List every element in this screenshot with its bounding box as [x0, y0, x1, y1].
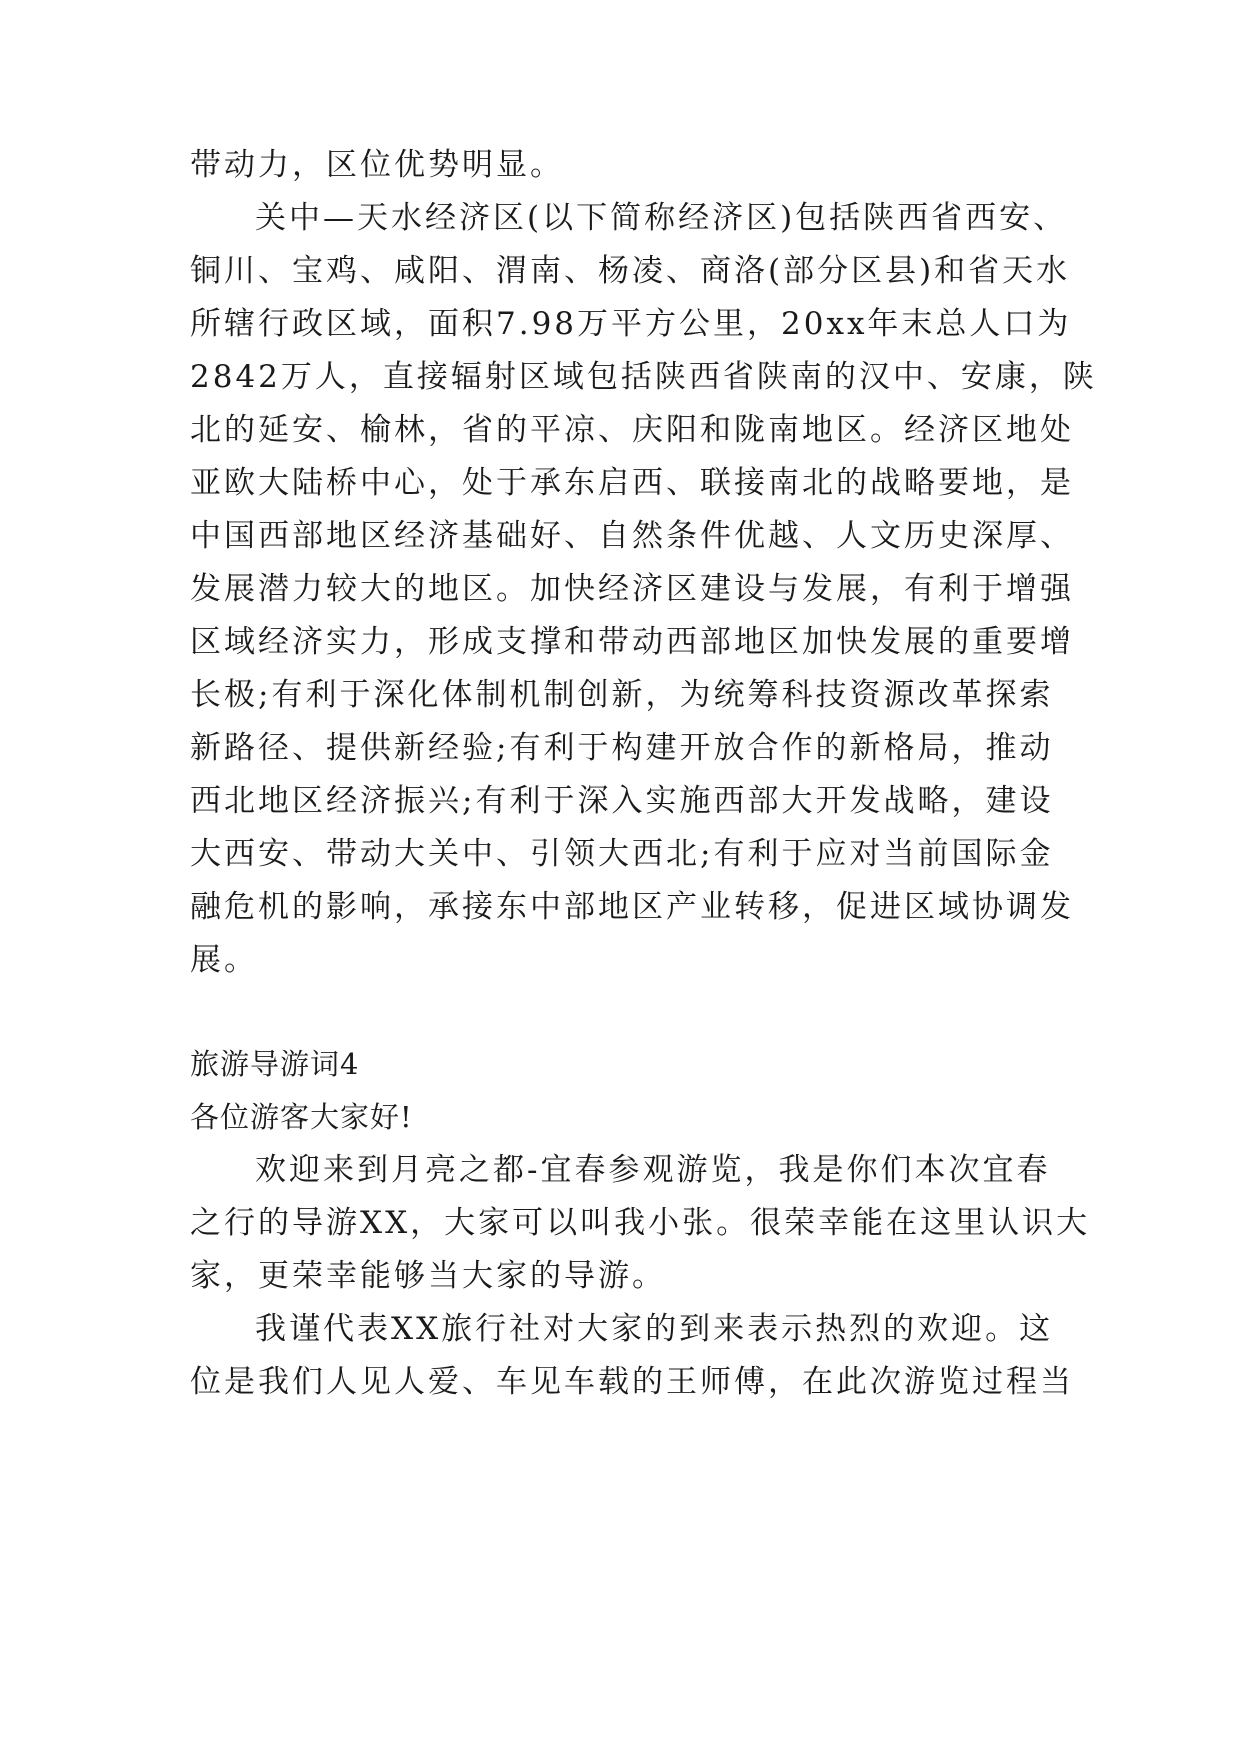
- paragraph-line: 2842万人，直接辐射区域包括陕西省陕南的汉中、安康，陕: [190, 359, 1097, 395]
- paragraph-line: 大西安、带动大关中、引领大西北;有利于应对当前国际金: [190, 836, 1054, 872]
- paragraph-line: 中国西部地区经济基础好、自然条件优越、人文历史深厚、: [190, 518, 1074, 554]
- paragraph-line: 之行的导游XX，大家可以叫我小张。很荣幸能在这里认识大: [190, 1205, 1091, 1241]
- paragraph-line: 所辖行政区域，面积7.98万平方公里，20xx年末总人口为: [190, 306, 1072, 342]
- paragraph-line: 展。: [190, 942, 258, 978]
- greeting-line: 各位游客大家好!: [190, 1100, 413, 1134]
- paragraph-line: 带动力，区位优势明显。: [190, 147, 564, 183]
- paragraph-line: 关中—天水经济区(以下简称经济区)包括陕西省西安、: [255, 200, 1068, 236]
- paragraph-line: 亚欧大陆桥中心，处于承东启西、联接南北的战略要地，是: [190, 465, 1074, 501]
- paragraph-line: 家，更荣幸能够当大家的导游。: [190, 1258, 666, 1294]
- paragraph-line: 北的延安、榆林，省的平凉、庆阳和陇南地区。经济区地处: [190, 412, 1074, 448]
- paragraph-line: 欢迎来到月亮之都-宜春参观游览，我是你们本次宜春: [255, 1152, 1051, 1188]
- paragraph-line: 位是我们人见人爱、车见车载的王师傅，在此次游览过程当: [190, 1364, 1074, 1400]
- paragraph-line: 铜川、宝鸡、咸阳、渭南、杨凌、商洛(部分区县)和省天水: [190, 253, 1071, 289]
- paragraph-line: 区域经济实力，形成支撑和带动西部地区加快发展的重要增: [190, 624, 1074, 660]
- paragraph-line: 西北地区经济振兴;有利于深入实施西部大开发战略，建设: [190, 783, 1054, 819]
- paragraph-line: 长极;有利于深化体制机制创新，为统筹科技资源改革探索: [190, 677, 1054, 713]
- paragraph-line: 新路径、提供新经验;有利于构建开放合作的新格局，推动: [190, 730, 1054, 766]
- paragraph-line: 发展潜力较大的地区。加快经济区建设与发展，有利于增强: [190, 571, 1074, 607]
- section-title: 旅游导游词4: [190, 1047, 360, 1081]
- paragraph-line: 融危机的影响，承接东中部地区产业转移，促进区域协调发: [190, 889, 1074, 925]
- paragraph-line: 我谨代表XX旅行社对大家的到来表示热烈的欢迎。这: [255, 1311, 1054, 1347]
